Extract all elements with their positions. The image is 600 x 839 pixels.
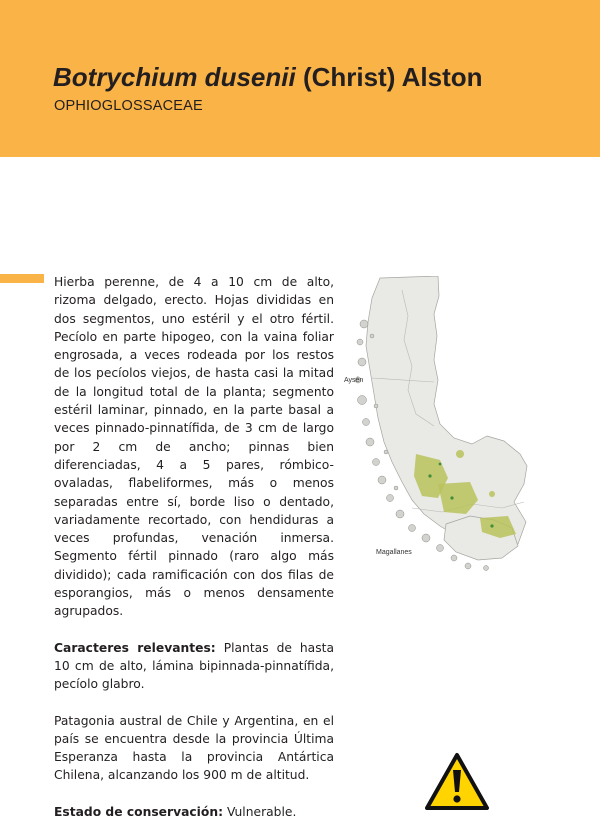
relevant-characters-paragraph bbox=[54, 639, 334, 694]
page-title bbox=[53, 60, 483, 94]
side-accent-tab bbox=[0, 274, 44, 283]
distribution-map bbox=[342, 276, 534, 576]
warning-triangle-icon bbox=[424, 752, 490, 810]
relevant-characters-text: Plantas de hasta 10 cm de alto, lámina bipinnada-pinnatífida, pecíolo glabro. bbox=[54, 640, 334, 692]
text-column bbox=[54, 273, 334, 839]
map-label-magallanes: Magallanes bbox=[376, 549, 412, 556]
header-band bbox=[0, 0, 600, 157]
species-name: Botrychium dusenii bbox=[53, 62, 296, 92]
family-name: OPHIOGLOSSACEAE bbox=[54, 98, 203, 114]
relevant-characters-label: Caracteres relevantes: bbox=[54, 640, 216, 655]
species-author: (Christ) Alston bbox=[302, 62, 483, 92]
conservation-label: Estado de conservación: bbox=[54, 804, 224, 819]
conservation-status: Vulnerable. bbox=[226, 804, 297, 819]
map-label-aysen: Aysén bbox=[344, 377, 364, 384]
description-paragraph: Hierba perenne, de 4 a 10 cm de alto, rizoma delgado, erecto. Hojas divididas en dos segmentos, uno estéril y el otro fértil. Pecíolo en parte hipogeo, con la vaina foliar engrosada, a veces rodeada por los restos de los pecíolos viejos, de hasta casi la mitad de la longitud total de la planta; segmento estéril laminar, pinnado, en la parte basal a veces pinnado-pinnatífida, de 3 cm de largo por 2 cm de ancho; pinnas bien diferenciadas, 4 a 5 pares, rómbico-ovaladas, flabeliformes, más o menos separadas entre sí, borde liso o dentado, variadamente recortado, con hendiduras a veces profundas, venación inmersa. Segmento fértil pinnado (raro algo más dividido); cada ramificación con dos filas de esporangios, más o menos densamente agrupados. bbox=[54, 275, 334, 619]
distribution-paragraph: Patagonia austral de Chile y Argentina, en el país se encuentra desde la provincia Última Esperanza hasta la provincia Antártica Chilena, alcanzando los 900 m de altitud. bbox=[54, 713, 334, 783]
conservation-paragraph bbox=[54, 803, 334, 821]
